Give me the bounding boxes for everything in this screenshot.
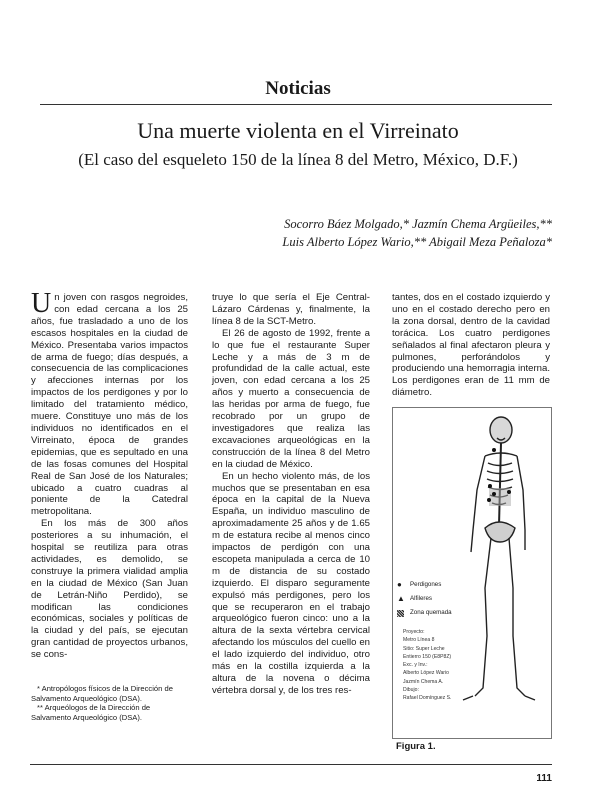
skull-shape	[490, 417, 512, 443]
paragraph: En un hecho violento más, de los muchos que se presentaban en esa época en la capital de la Nueva España, un individuo masculino de aproximadamente 25 años y de 1.65 m de estatura recibe al menos cinco impactos de perdigón con una escopeta manipulada a cerca de 10 m de distancia de su costado izquierdo. El disparo seguramente expulsó más perdigones, pero los que se recuperaron en el trabajo arqueológico fueron cinco: uno a la altura de la sexta vértebra cervical afectando los músculos del cuello en el lado izquierdo del individuo, otro más en la costilla izquierda a la altura de la novena o décima vértebra dorsal y, de los tres res-	[212, 470, 370, 696]
paragraph: En los más de 300 años posteriores a su inhumación, el hospital se reutiliza para otras actividades, es demolido, se construye la primera vialidad amplia en la ciudad de México (San Juan de Letrán-Niño Perdido), se modifican las condiciones económicas, sociales y políticas de la ciudad y del país, se ejecutan gran cantidad de proyectos urbanos, se cons-	[31, 518, 188, 661]
paragraph: El 26 de agosto de 1992, frente a lo que fue el restaurante Super Leche y a más de 3 m de profundidad de la calle actual, este joven, con edad cercana a los 25 años y muerto a consecuencia de las heridas por arma de fuego, fue recobrado por un grupo de investigadores que realiza las excavaciones arqueológicas en la construcción de la línea 8 del Metro en la ciudad de México.	[212, 327, 370, 470]
paragraph: truye lo que sería el Eje Central-Lázaro Cárdenas y, finalmente, la línea 8 de la SCT-Metro.	[212, 292, 370, 327]
filled-circle-icon: ●	[397, 580, 402, 589]
pellet-mark	[488, 484, 492, 488]
pellet-mark	[487, 498, 491, 502]
legend-label: Alfileres	[410, 595, 433, 602]
right-leg	[509, 538, 525, 696]
project-line: Jazmín Chema A.	[403, 678, 444, 685]
pelvis	[485, 522, 515, 542]
project-line: Proyecto:	[403, 629, 425, 635]
project-line: Entierro 150 (E8P8Z)	[403, 653, 452, 660]
author-list	[282, 215, 552, 251]
pellet-mark	[492, 492, 496, 496]
figure-caption: Figura 1.	[396, 741, 436, 752]
hatched-square-icon	[397, 610, 404, 617]
left-arm	[471, 456, 485, 552]
project-line: Dibujo:	[403, 687, 419, 694]
legend-item	[397, 578, 452, 592]
legend-label: Zona quemada	[410, 609, 452, 616]
legend-item	[397, 592, 452, 606]
text-column-1	[31, 288, 188, 661]
pellet-mark	[492, 448, 496, 452]
project-info	[403, 628, 478, 703]
page-number: 111	[536, 773, 552, 784]
footnotes	[31, 684, 189, 722]
text-column-2	[212, 292, 370, 697]
skeleton-figure	[392, 407, 552, 739]
footnote: * Antropólogos físicos de la Dirección de Salvamento Arqueológico (DSA).	[31, 684, 173, 703]
article-subtitle: (El caso del esqueleto 150 de la línea 8 del Metro, México, D.F.)	[78, 150, 518, 169]
right-arm	[517, 456, 525, 550]
filled-triangle-icon: ▲	[397, 594, 405, 603]
authors-line-1: Socorro Báez Molgado,* Jazmín Chema Argüeiles,**	[284, 217, 552, 231]
project-line: Alberto López Wario	[403, 670, 449, 677]
authors-line-2: Luis Alberto López Wario,** Abigail Meza Peñaloza*	[282, 235, 552, 249]
article-title: Una muerte violenta en el Virreinato	[137, 118, 459, 143]
project-line: Exc. y Inv.:	[403, 662, 428, 669]
project-line: Metro Línea 8	[403, 637, 435, 644]
section-title: Noticias	[265, 78, 331, 99]
figure-legend	[397, 578, 452, 620]
paragraph: tantes, dos en el costado izquierdo y uno en el costado derecho pero en la zona dorsal, dentro de la cavidad torácica. Los cuatro perdigones señalados al final afectaron pleura y pulmones, perforándolos y produciendo una hemorragia interna. Los perdigones eran de 11 mm de diámetro.	[392, 292, 550, 399]
project-line: Rafael Domínguez S.	[403, 695, 452, 702]
project-line: Sitio: Super Leche	[403, 645, 445, 652]
header-rule	[40, 104, 552, 105]
legend-item	[397, 606, 452, 620]
spine-line	[499, 443, 501, 526]
text-column-3	[392, 292, 550, 399]
paragraph-text: n joven con rasgos negroides, con edad cercana a los 25 años, fue trasladado a uno de los escasos hospitales en la ciudad de México. Presentaba varios impactos de arma de fuego; días después, a consecuencia de las complicaciones y afecciones internas por los impactos de los perdigones y por lo limitado del tratamiento médico, muere. Constituye uno más de los individuos no identificados en el Virreinato, época de grandes epidemias, que es sepultado en una de las fosas comunes del Hospital Real de San José de los Naturales; ubicado a cuatro cuadras al poniente de la Catedral metropolitana.	[31, 292, 188, 518]
paragraph	[31, 288, 188, 518]
drop-cap: U	[31, 288, 52, 319]
footnote: ** Arqueólogos de la Dirección de Salvamento Arqueológico (DSA).	[31, 703, 151, 722]
pellet-mark	[507, 490, 511, 494]
footer-rule	[30, 764, 552, 765]
legend-label: Perdigones	[410, 581, 442, 588]
